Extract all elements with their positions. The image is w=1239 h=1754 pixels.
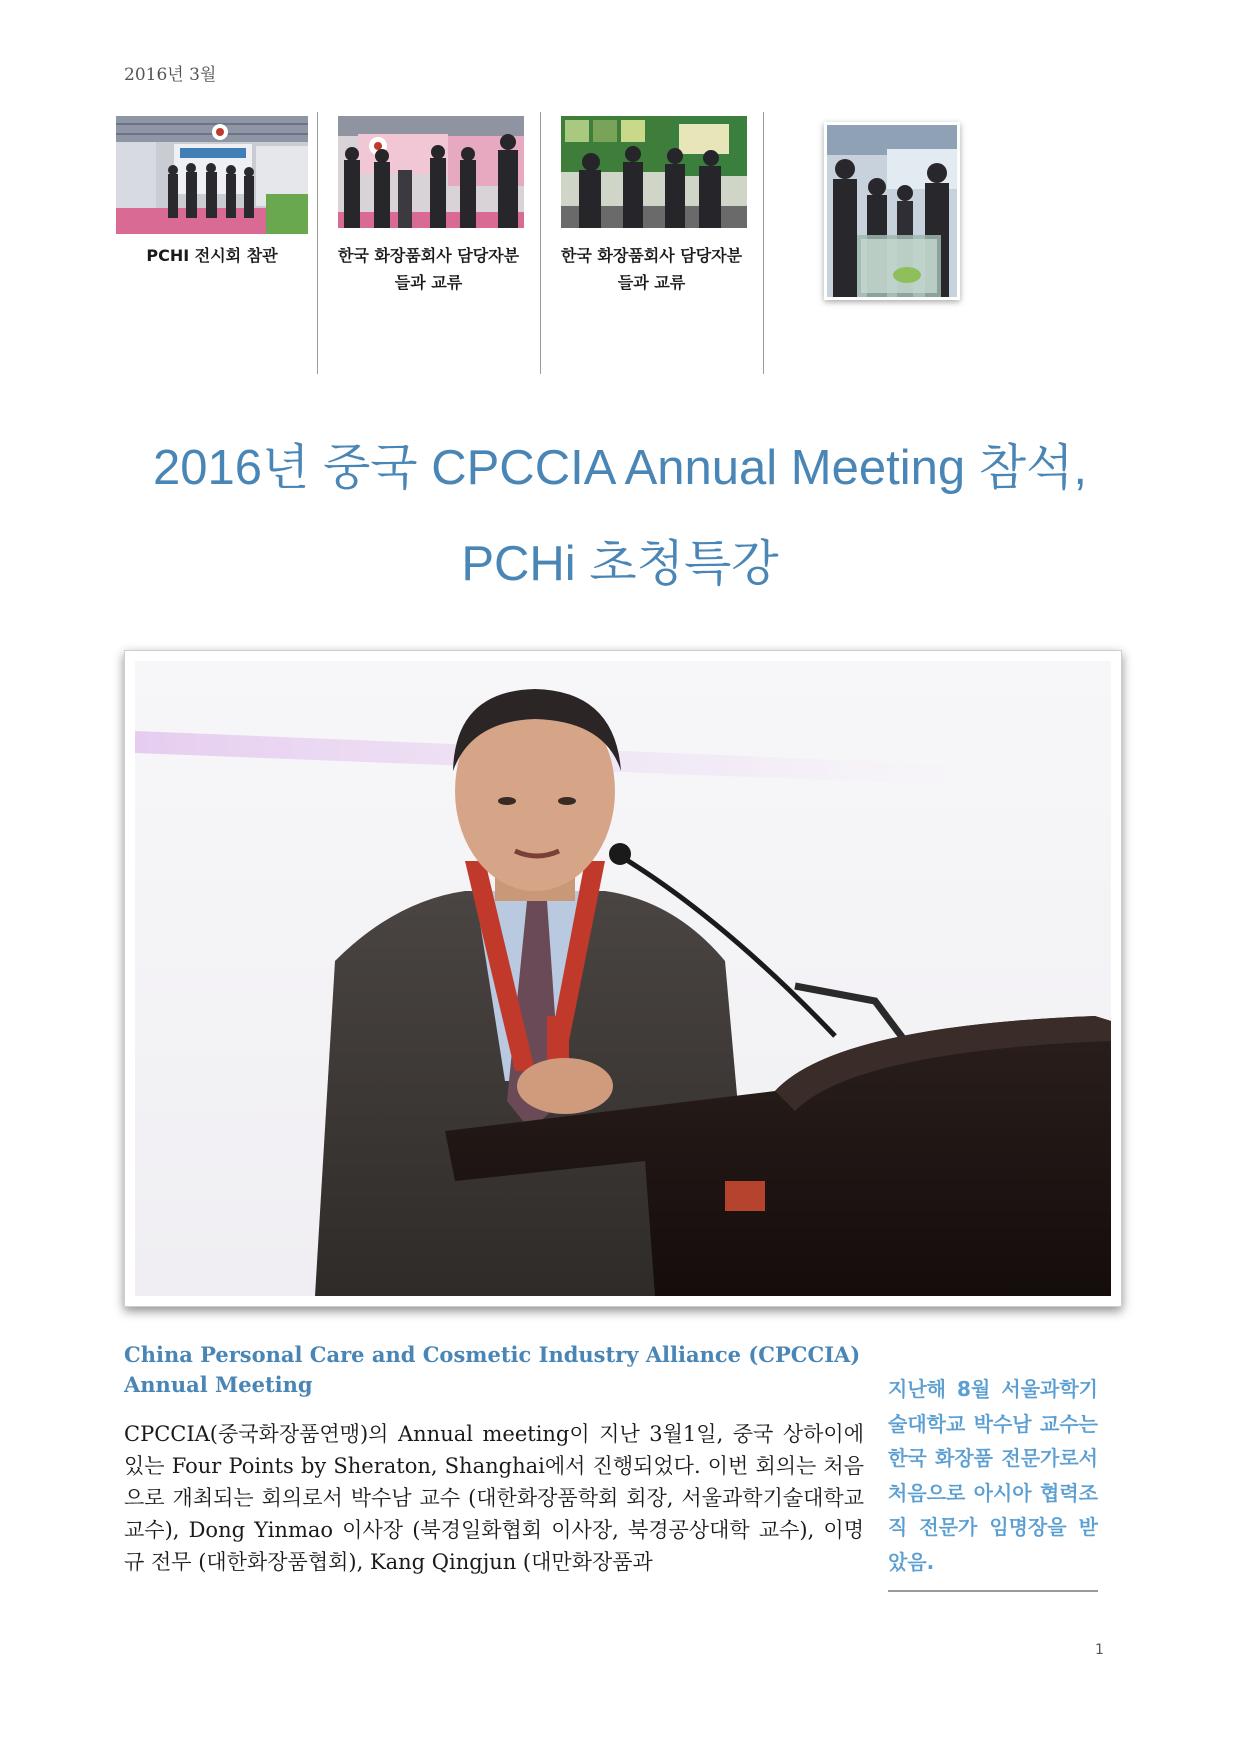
photo-strip xyxy=(124,112,1115,374)
photo-caption xyxy=(318,242,539,296)
article-title: China Personal Care and Cosmetic Industry Alliance (CPCCIA) Annual Meeting xyxy=(124,1342,861,1397)
caption-line: 한국 화장품회사 담당자분 xyxy=(337,246,520,265)
photo-strip-item xyxy=(541,112,762,374)
photo-caption xyxy=(541,242,762,296)
exhibition-hall-photo[interactable] xyxy=(116,116,308,234)
article-body: CPCCIA(중국화장품연맹)의 Annual meeting이 지난 3월1일, 중국 상하이에 있는 Four Points by Sheraton, Shanghai에서 진행되었다. 이번 회의는 처음으로 개최되는 회의로서 박수남 교수 (대한화장품학회 회장, 서울과학기술대학교 교수), Dong Yinmao 이사장 (북경일화협회 이사장, 북경공상대학 교수), 이명규 전무 (대한화장품협회), Kang Qingjun (대만화장품과 xyxy=(124,1422,864,1574)
page-number: 1 xyxy=(1095,1642,1104,1658)
photo-strip-item xyxy=(764,112,1115,374)
booth-visit-photo[interactable] xyxy=(338,116,524,228)
caption-line: 들과 교류 xyxy=(617,273,686,292)
green-booth-photo[interactable] xyxy=(561,116,747,228)
issue-date: 2016년 3월 xyxy=(124,65,217,85)
caption-line: 한국 화장품회사 담당자분 xyxy=(560,246,743,265)
speaker-photo[interactable] xyxy=(124,650,1122,1307)
photo-strip-item xyxy=(318,112,539,374)
caption-line: PCHI 전시회 참관 xyxy=(146,246,278,265)
display-case-photo[interactable] xyxy=(824,122,960,300)
photo-strip-item xyxy=(124,112,316,374)
caption-line: 들과 교류 xyxy=(394,273,463,292)
pullquote-divider xyxy=(888,1590,1098,1592)
headline-line: 2016년 중국 CPCCIA Annual Meeting 참석, xyxy=(153,441,1087,495)
pullquote: 지난해 8월 서울과학기술대학교 박수남 교수는 한국 화장품 전문가로서 처음으로 아시아 협력조직 전문가 임명장을 받았음. xyxy=(888,1377,1098,1574)
speaker-at-podium-image xyxy=(135,661,1111,1296)
photo-caption xyxy=(116,242,308,269)
headline-line: PCHi 초청특강 xyxy=(461,537,779,591)
page-headline xyxy=(100,420,1140,612)
